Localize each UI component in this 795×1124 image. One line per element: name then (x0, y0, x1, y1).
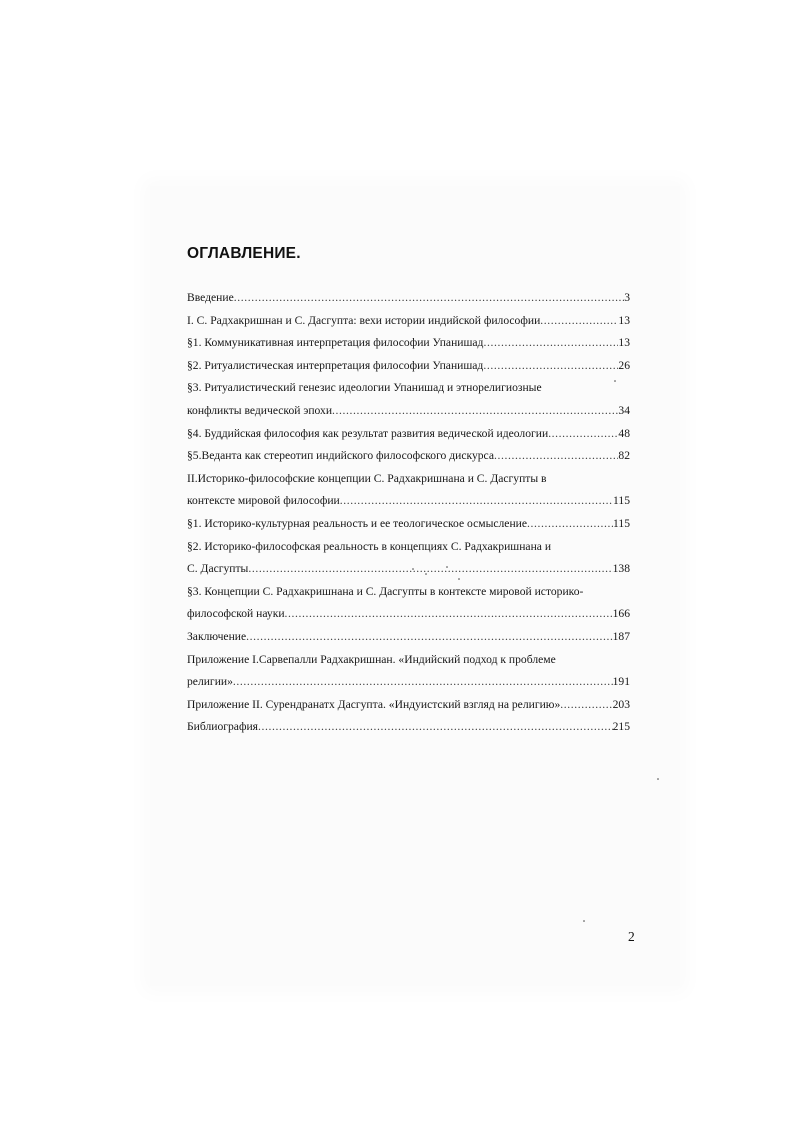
dot-leader (258, 716, 613, 739)
dot-leader (285, 603, 613, 626)
toc-entry (187, 694, 630, 717)
toc-entry-line (187, 671, 630, 694)
toc-entry-page: 166 (612, 607, 630, 621)
toc-entry-title: §5.Веданта как стереотип индийского философского дискурса (187, 449, 494, 463)
toc-entry (187, 423, 630, 446)
toc-entry-line (187, 445, 630, 468)
toc-entry-text: §3. Ритуалистический генезис идеологии Упанишад и этнорелигиозные (187, 381, 542, 395)
toc-entry-title: Заключение (187, 629, 247, 643)
scan-speck (583, 920, 585, 922)
toc-entry-page: 203 (612, 697, 630, 711)
toc-entry-title: конфликты ведической эпохи (187, 403, 333, 417)
dot-leader (483, 332, 618, 355)
scan-speck (614, 380, 616, 382)
dot-leader (248, 558, 612, 581)
toc-entry-page: 3 (624, 291, 630, 304)
toc-entry-page: 115 (613, 516, 630, 530)
toc-entry-title: Библиография (187, 720, 259, 734)
toc-entry-page: 187 (612, 629, 630, 643)
toc-entry-title: Приложение II. Сурендранатх Дасгупта. «Индуистский взгляд на религию» (187, 697, 561, 711)
toc-entry-title: I. С. Радхакришнан и С. Дасгупта: вехи истории индийской философии (187, 313, 541, 327)
toc-entry-line (187, 603, 630, 626)
toc-entry-page: 138 (612, 562, 630, 576)
toc-entry-text: §2. Историко-философская реальность в концепциях С. Радхакришнана и (187, 539, 552, 553)
toc-list (187, 287, 630, 739)
toc-entry (187, 649, 630, 694)
toc-entry-title: §4. Буддийская философия как результат развития ведической идеологии (187, 426, 549, 440)
scan-speck (657, 778, 659, 780)
toc-entry-line (187, 490, 630, 513)
toc-entry-line (187, 310, 630, 333)
toc-entry-title: С. Дасгупты (187, 562, 249, 576)
toc-entry-title: контексте мировой философии (187, 494, 340, 508)
toc-entry-line (187, 423, 630, 446)
toc-entry (187, 716, 630, 739)
dot-leader (332, 400, 618, 423)
toc-entry-line (187, 694, 630, 717)
toc-entry (187, 355, 630, 378)
dot-leader (540, 310, 618, 333)
dot-leader (560, 694, 612, 717)
toc-entry (187, 287, 630, 310)
toc-entry (187, 310, 630, 333)
dot-leader (527, 513, 613, 536)
dot-leader (548, 423, 618, 446)
toc-entry-line (187, 355, 630, 378)
dot-leader (234, 287, 624, 310)
toc-entry-title: §2. Ритуалистическая интерпретация философии Упанишад (187, 358, 484, 372)
scan-speck (412, 568, 414, 570)
dot-leader (246, 626, 612, 649)
toc-entry (187, 377, 630, 422)
dot-leader (494, 445, 618, 468)
toc-entry-title: философской науки (187, 607, 285, 621)
toc-entry-text: §3. Концепции С. Радхакришнана и С. Дасгупты в контексте мировой историко- (187, 584, 584, 598)
toc-entry-title: религии» (187, 675, 233, 689)
scan-speck (446, 566, 448, 568)
dot-leader (483, 355, 618, 378)
toc-entry-page: 82 (618, 449, 630, 463)
toc-entry-title: §1. Коммуникативная интерпретация философии Упанишад (187, 336, 484, 350)
toc-entry-page: 215 (612, 720, 630, 734)
toc-entry-line (187, 558, 630, 581)
toc-entry (187, 468, 630, 513)
toc-entry-line (187, 513, 630, 536)
toc-entry-line (187, 716, 630, 739)
toc-entry-page: 26 (618, 358, 630, 372)
toc-entry-text: II.Историко-философские концепции С. Радхакришнана и С. Дасгупты в (187, 471, 547, 485)
toc-entry-text: Приложение I.Сарвепалли Радхакришнан. «Индийский подход к проблеме (187, 652, 556, 666)
dot-leader (340, 490, 613, 513)
scan-speck (425, 573, 427, 575)
toc-entry (187, 536, 630, 581)
toc-entry-title: §1. Историко-культурная реальность и ее теологическое осмысление (187, 516, 528, 530)
dot-leader (233, 671, 613, 694)
toc-entry-line (187, 400, 630, 423)
toc-entry (187, 445, 630, 468)
toc-entry-page: 115 (613, 494, 630, 508)
toc-entry (187, 332, 630, 355)
toc-entry (187, 513, 630, 536)
page-number: 2 (628, 929, 635, 944)
toc-entry-page: 13 (618, 313, 630, 327)
toc-entry-line (187, 626, 630, 649)
toc-entry (187, 626, 630, 649)
toc-heading: ОГЛАВЛЕНИЕ. (187, 245, 301, 262)
toc-entry-page: 191 (612, 675, 630, 689)
toc-entry-page: 48 (618, 426, 630, 440)
toc-entry-title: Введение (187, 291, 234, 304)
toc-entry-line (187, 287, 630, 310)
toc-entry (187, 581, 630, 626)
toc-entry-page: 34 (618, 403, 630, 417)
toc-entry-page: 13 (618, 336, 630, 350)
toc-entry-line (187, 332, 630, 355)
scan-speck (458, 578, 460, 580)
